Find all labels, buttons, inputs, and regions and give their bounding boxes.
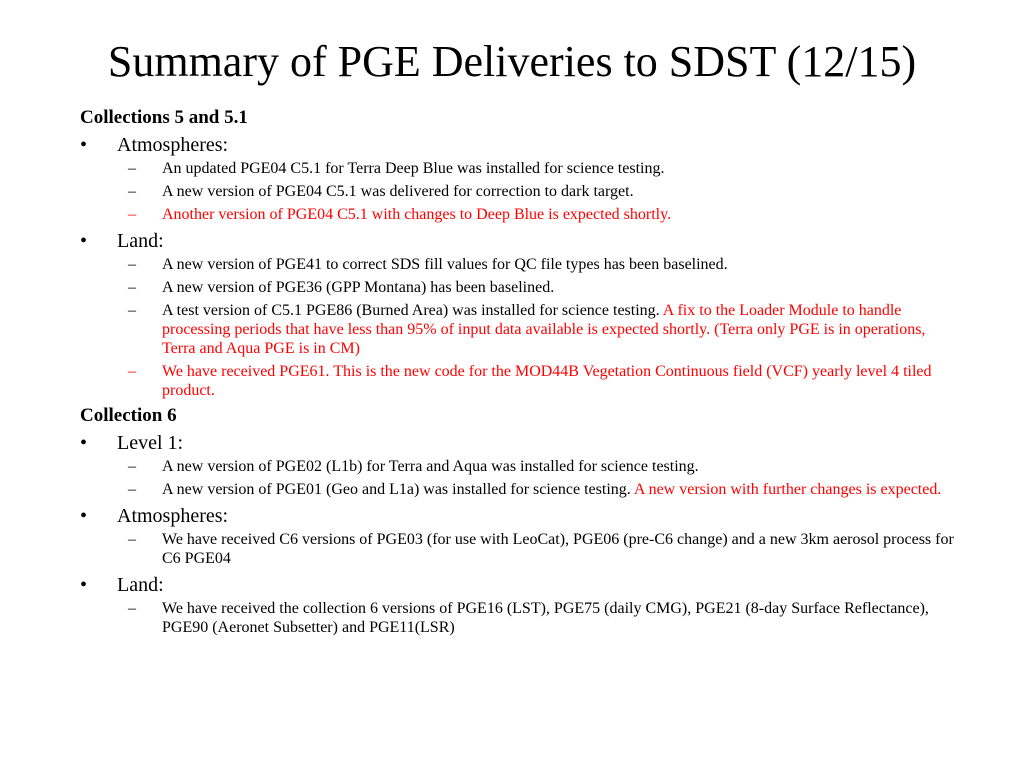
dash-icon: – — [128, 256, 136, 273]
item-text: We have received C6 versions of PGE03 (for use with LeoCat), PGE06 (pre-C6 change) and a new 3km aerosol process for C6 PGE04 — [162, 531, 954, 567]
dash-icon: – — [128, 481, 136, 498]
item-text: A new version of PGE41 to correct SDS fill values for QC file types has been baselined. — [162, 256, 728, 273]
slide-body — [80, 106, 960, 641]
list-item — [80, 301, 960, 358]
item-text: A new version of PGE02 (L1b) for Terra and Aqua was installed for science testing. — [162, 458, 699, 475]
dash-icon: – — [128, 363, 136, 380]
item-text: A new version of PGE01 (Geo and L1a) was installed for science testing. — [162, 481, 634, 498]
group-land — [80, 572, 960, 598]
dash-icon: – — [128, 279, 136, 296]
sub-list — [80, 530, 960, 568]
list-item — [80, 457, 960, 476]
dash-icon: – — [128, 531, 136, 548]
group-label: Atmospheres: — [117, 505, 229, 527]
sub-list — [80, 255, 960, 400]
bullet-icon: • — [80, 230, 88, 252]
item-text: A new version of PGE36 (GPP Montana) has been baselined. — [162, 279, 555, 296]
dash-icon: – — [128, 206, 136, 223]
dash-icon: – — [128, 458, 136, 475]
list-item — [80, 205, 960, 224]
dash-icon: – — [128, 600, 136, 617]
group-atmospheres — [80, 503, 960, 529]
item-text: An updated PGE04 C5.1 for Terra Deep Blue was installed for science testing. — [162, 160, 665, 177]
item-red-text: A new version with further changes is expected. — [633, 481, 942, 498]
item-red-text: A fix to the Loader Module to handle processing periods that have less than 95% of input data available is expected shortly. (Terra only PGE is in operations, Terra and Aqua PGE is in CM) — [162, 302, 926, 357]
section-collections-5-and-5-1 — [80, 106, 960, 400]
section-heading: Collections 5 and 5.1 — [80, 107, 248, 128]
item-red-text: Another version of PGE04 C5.1 with changes to Deep Blue is expected shortly. — [162, 206, 672, 223]
group-level-1 — [80, 430, 960, 456]
bullet-icon: • — [80, 574, 88, 596]
group-label: Atmospheres: — [117, 134, 229, 156]
item-text: A test version of C5.1 PGE86 (Burned Area) was installed for science testing. — [162, 302, 663, 319]
section-collection-6 — [80, 404, 960, 637]
group-label: Level 1: — [117, 432, 184, 454]
slide-title: Summary of PGE Deliveries to SDST (12/15) — [107, 37, 917, 86]
group-label: Land: — [117, 574, 164, 596]
list-item — [80, 362, 960, 400]
item-red-text: We have received PGE61. This is the new code for the MOD44B Vegetation Continuous field (VCF) yearly level 4 tiled product. — [162, 363, 932, 399]
group-land — [80, 228, 960, 254]
list-item — [80, 255, 960, 274]
bullet-icon: • — [80, 505, 88, 527]
bullet-icon: • — [80, 134, 88, 156]
list-item — [80, 278, 960, 297]
list-item — [80, 480, 960, 499]
dash-icon: – — [128, 302, 136, 319]
sub-list — [80, 159, 960, 224]
group-label: Land: — [117, 230, 164, 252]
list-item — [80, 182, 960, 201]
group-atmospheres — [80, 132, 960, 158]
list-item — [80, 599, 960, 637]
list-item — [80, 530, 960, 568]
bullet-icon: • — [80, 432, 88, 454]
sub-list — [80, 457, 960, 499]
item-text: A new version of PGE04 C5.1 was delivered for correction to dark target. — [162, 183, 634, 200]
item-text: We have received the collection 6 versions of PGE16 (LST), PGE75 (daily CMG), PGE21 (8-day Surface Reflectance), PGE90 (Aeronet Subsetter) and PGE11(LSR) — [162, 600, 929, 636]
dash-icon: – — [128, 183, 136, 200]
sub-list — [80, 599, 960, 637]
dash-icon: – — [128, 160, 136, 177]
list-item — [80, 159, 960, 178]
section-heading: Collection 6 — [80, 405, 177, 426]
